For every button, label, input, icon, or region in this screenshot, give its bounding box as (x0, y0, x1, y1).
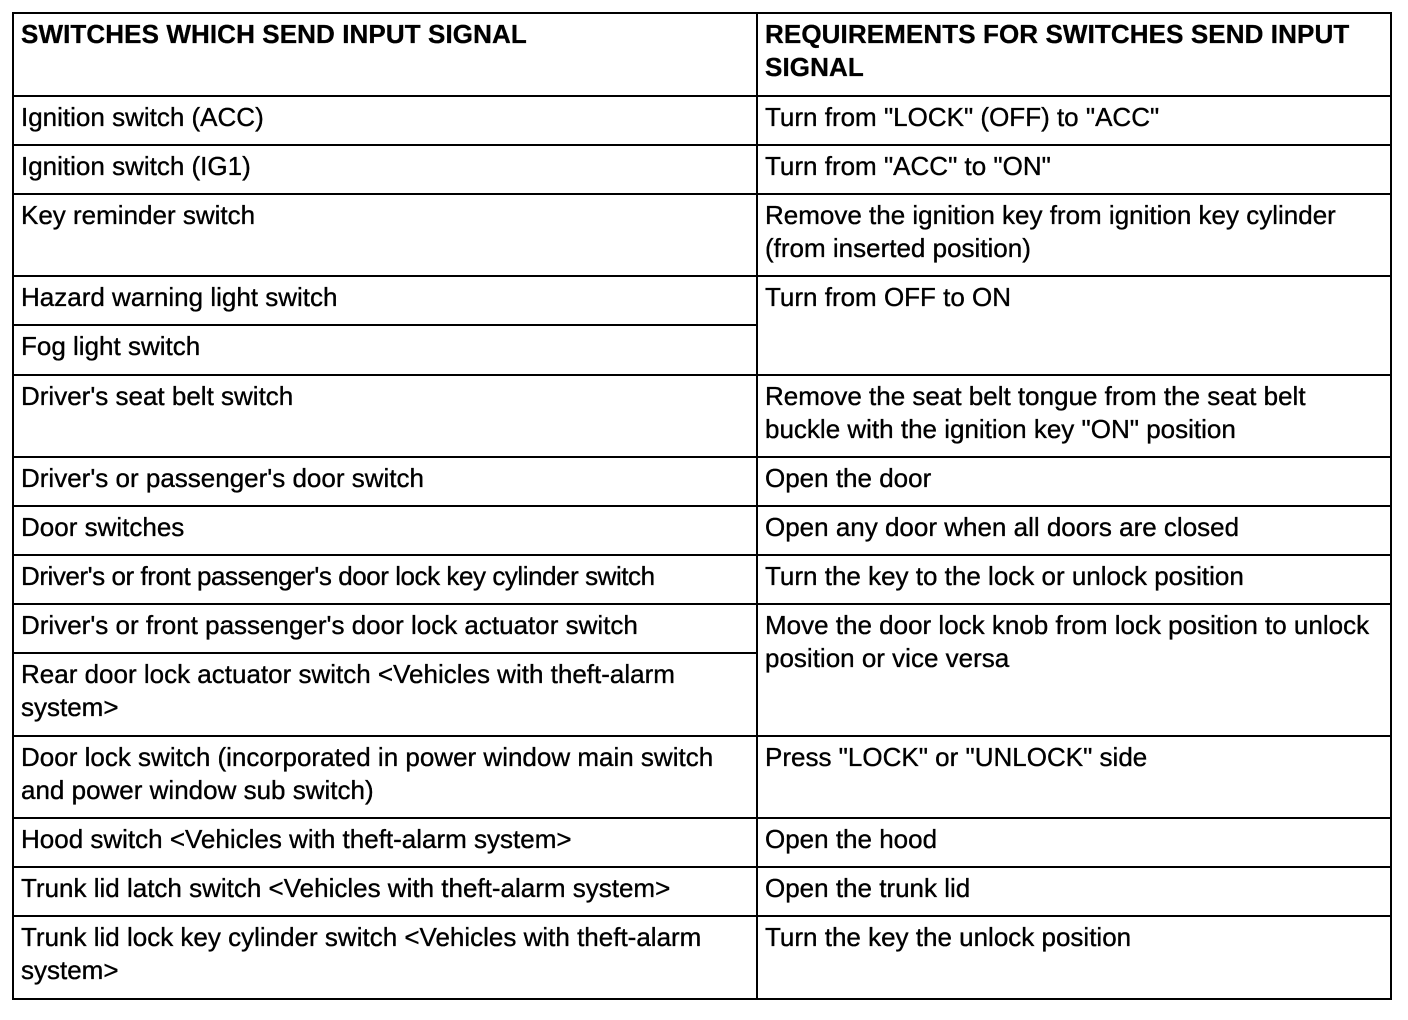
switch-cell: Trunk lid latch switch <Vehicles with theft-alarm system> (13, 867, 757, 916)
requirement-cell: Remove the ignition key from ignition key cylinder (from inserted position) (757, 194, 1391, 276)
table-row (13, 96, 1391, 145)
requirement-cell: Turn from "ACC" to "ON" (757, 145, 1391, 194)
switch-cell: Rear door lock actuator switch <Vehicles with theft-alarm system> (13, 653, 757, 736)
switch-cell: Trunk lid lock key cylinder switch <Vehicles with theft-alarm system> (13, 916, 757, 999)
requirement-cell: Turn the key to the lock or unlock position (757, 555, 1391, 604)
switch-cell: Door switches (13, 506, 757, 555)
switch-cell: Driver's seat belt switch (13, 375, 757, 457)
table-row (13, 375, 1391, 457)
requirement-cell: Open the hood (757, 818, 1391, 867)
table-row (13, 555, 1391, 604)
table-header-row (13, 13, 1391, 96)
requirement-cell: Move the door lock knob from lock position to unlock position or vice versa (757, 604, 1391, 736)
requirement-cell: Press "LOCK" or "UNLOCK" side (757, 736, 1391, 818)
table-row (13, 818, 1391, 867)
switch-cell: Ignition switch (IG1) (13, 145, 757, 194)
table-row (13, 276, 1391, 325)
switch-input-signal-table (12, 12, 1392, 1000)
requirement-cell: Turn from "LOCK" (OFF) to "ACC" (757, 96, 1391, 145)
switch-cell: Driver's or passenger's door switch (13, 457, 757, 506)
table-row (13, 604, 1391, 653)
requirement-cell: Open the door (757, 457, 1391, 506)
table-row (13, 867, 1391, 916)
column-header-requirements: REQUIREMENTS FOR SWITCHES SEND INPUT SIGNAL (757, 13, 1391, 96)
table-row (13, 506, 1391, 555)
switch-cell: Ignition switch (ACC) (13, 96, 757, 145)
requirement-cell: Turn the key the unlock position (757, 916, 1391, 999)
table-row (13, 736, 1391, 818)
table-row (13, 457, 1391, 506)
requirement-cell: Remove the seat belt tongue from the seat belt buckle with the ignition key "ON" position (757, 375, 1391, 457)
column-header-switches: SWITCHES WHICH SEND INPUT SIGNAL (13, 13, 757, 96)
switch-cell: Door lock switch (incorporated in power window main switch and power window sub switch) (13, 736, 757, 818)
switch-cell: Fog light switch (13, 325, 757, 375)
switch-cell: Key reminder switch (13, 194, 757, 276)
table-row (13, 916, 1391, 999)
switch-cell: Driver's or front passenger's door lock actuator switch (13, 604, 757, 653)
requirement-cell: Open the trunk lid (757, 867, 1391, 916)
requirement-cell: Open any door when all doors are closed (757, 506, 1391, 555)
table-row (13, 194, 1391, 276)
table-row (13, 145, 1391, 194)
switch-cell: Hazard warning light switch (13, 276, 757, 325)
switch-cell: Driver's or front passenger's door lock key cylinder switch (13, 555, 757, 604)
switch-cell: Hood switch <Vehicles with theft-alarm system> (13, 818, 757, 867)
requirement-cell: Turn from OFF to ON (757, 276, 1391, 375)
